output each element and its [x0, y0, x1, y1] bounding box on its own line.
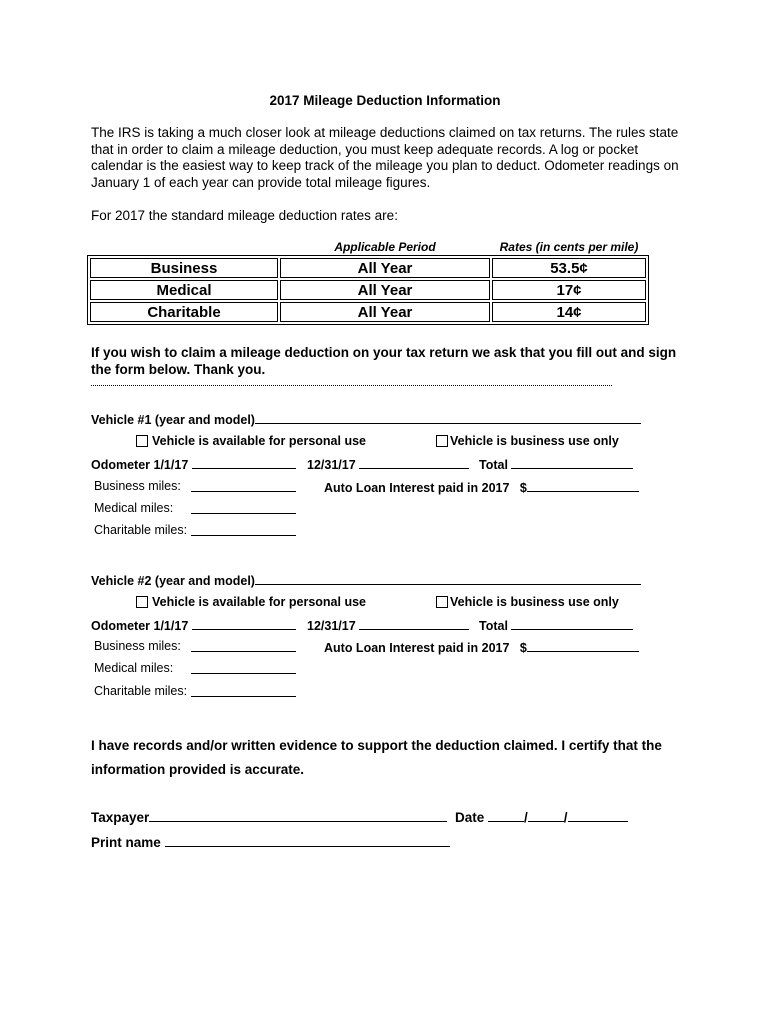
- vehicle-1-personal-option: [136, 434, 366, 448]
- total-label: Total: [479, 619, 508, 633]
- vehicle-2-business-checkbox[interactable]: [436, 596, 448, 608]
- intro-paragraph: The IRS is taking a much closer look at mileage deductions claimed on tax returns. The rules state that in order to claim a mileage deduction, you must keep adequate records. A log or pocket calendar is the easiest way to keep track of the mileage you plan to deduct. Odometer readings on January 1 of each year can provide total mileage figures.: [91, 125, 679, 190]
- column-header-period: Applicable Period: [334, 240, 436, 254]
- vehicle-2-loan: [324, 639, 639, 655]
- certification-statement: I have records and/or written evidence to support the deduction claimed. I certify that the information provided is accurate.: [91, 738, 662, 777]
- personal-use-label: Vehicle is available for personal use: [152, 434, 366, 448]
- vehicle-2-charitable-miles-label: Charitable miles:: [94, 684, 188, 698]
- total-field[interactable]: [511, 456, 633, 469]
- vehicle-1-loan: [324, 479, 639, 495]
- vehicle-1-total: [479, 456, 633, 472]
- dotted-divider: [91, 384, 612, 386]
- odometer-start-field[interactable]: [192, 456, 296, 469]
- table-row: [90, 258, 646, 278]
- vehicle-2-medical-miles-field[interactable]: [191, 661, 296, 674]
- loan-interest-field[interactable]: [527, 639, 639, 652]
- vehicle-2-medical-miles-label: Medical miles:: [94, 661, 174, 675]
- rate-value: 14¢: [492, 302, 646, 322]
- vehicle-1-charitable-miles-field[interactable]: [191, 523, 296, 536]
- rate-value: 53.5¢: [492, 258, 646, 278]
- print-name-field[interactable]: [165, 833, 450, 847]
- loan-interest-label: Auto Loan Interest paid in 2017: [324, 481, 510, 495]
- vehicle-1-personal-checkbox[interactable]: [136, 435, 148, 447]
- vehicle-1-odometer-end: [307, 456, 469, 472]
- date-year-field[interactable]: [568, 808, 628, 822]
- table-row: [90, 280, 646, 300]
- vehicle-1-section: [91, 411, 641, 427]
- dollar-sign: $: [519, 641, 527, 655]
- dollar-sign: $: [519, 481, 527, 495]
- date-label: Date: [455, 810, 485, 825]
- vehicle-2-business-miles-label: Business miles:: [94, 639, 181, 653]
- date-row: [455, 808, 628, 825]
- vehicle-2-label: Vehicle #2 (year and model): [91, 574, 255, 588]
- rate-category: Medical: [90, 280, 278, 300]
- vehicle-1-model-field[interactable]: [255, 411, 641, 424]
- odometer-end-field[interactable]: [359, 456, 469, 469]
- vehicle-1-medical-miles-label: Medical miles:: [94, 501, 174, 515]
- odometer-start-label: Odometer 1/1/17: [91, 458, 189, 472]
- odometer-start-field[interactable]: [192, 617, 296, 630]
- document-title: 2017 Mileage Deduction Information: [269, 93, 501, 108]
- odometer-end-label: 12/31/17: [307, 619, 356, 633]
- vehicle-2-total: [479, 617, 633, 633]
- vehicle-2-odometer-start: [91, 617, 296, 633]
- rate-period: All Year: [280, 258, 490, 278]
- rates-table: [87, 255, 649, 325]
- date-month-field[interactable]: [488, 808, 524, 822]
- business-only-label: Vehicle is business use only: [450, 595, 619, 609]
- vehicle-1-label: Vehicle #1 (year and model): [91, 413, 255, 427]
- date-day-field[interactable]: [528, 808, 564, 822]
- vehicle-2-section: [91, 572, 641, 588]
- table-row: [90, 302, 646, 322]
- vehicle-1-charitable-miles-label: Charitable miles:: [94, 523, 188, 537]
- vehicle-1-business-option: [436, 434, 619, 448]
- taxpayer-label: Taxpayer: [91, 810, 150, 825]
- vehicle-2-charitable-miles-field[interactable]: [191, 684, 296, 697]
- print-name-label: Print name: [91, 835, 161, 850]
- vehicle-1-business-miles-field[interactable]: [191, 479, 296, 492]
- total-field[interactable]: [511, 617, 633, 630]
- odometer-start-label: Odometer 1/1/17: [91, 619, 189, 633]
- print-name-row: [91, 833, 450, 850]
- vehicle-1-business-checkbox[interactable]: [436, 435, 448, 447]
- vehicle-2-odometer-end: [307, 617, 469, 633]
- vehicle-1-medical-miles-field[interactable]: [191, 501, 296, 514]
- loan-interest-label: Auto Loan Interest paid in 2017: [324, 641, 510, 655]
- taxpayer-signature-field[interactable]: [149, 808, 447, 822]
- taxpayer-signature-row: [91, 808, 447, 825]
- odometer-end-field[interactable]: [359, 617, 469, 630]
- rates-intro: For 2017 the standard mileage deduction rates are:: [91, 208, 398, 223]
- column-header-rate: Rates (in cents per mile): [499, 240, 639, 254]
- rate-category: Business: [90, 258, 278, 278]
- vehicle-1-business-miles-label: Business miles:: [94, 479, 181, 493]
- rate-category: Charitable: [90, 302, 278, 322]
- vehicle-2-business-option: [436, 595, 619, 609]
- vehicle-2-model-field[interactable]: [255, 572, 641, 585]
- rate-value: 17¢: [492, 280, 646, 300]
- odometer-end-label: 12/31/17: [307, 458, 356, 472]
- rate-period: All Year: [280, 302, 490, 322]
- rate-period: All Year: [280, 280, 490, 300]
- total-label: Total: [479, 458, 508, 472]
- vehicle-1-odometer-start: [91, 456, 296, 472]
- personal-use-label: Vehicle is available for personal use: [152, 595, 366, 609]
- date-separator: /: [563, 810, 568, 825]
- vehicle-2-business-miles-field[interactable]: [191, 639, 296, 652]
- vehicle-2-personal-option: [136, 595, 366, 609]
- fill-out-notice: If you wish to claim a mileage deduction on your tax return we ask that you fill out and sign the form below. Thank you.: [91, 345, 677, 377]
- loan-interest-field[interactable]: [527, 479, 639, 492]
- vehicle-2-personal-checkbox[interactable]: [136, 596, 148, 608]
- date-separator: /: [524, 810, 528, 825]
- business-only-label: Vehicle is business use only: [450, 434, 619, 448]
